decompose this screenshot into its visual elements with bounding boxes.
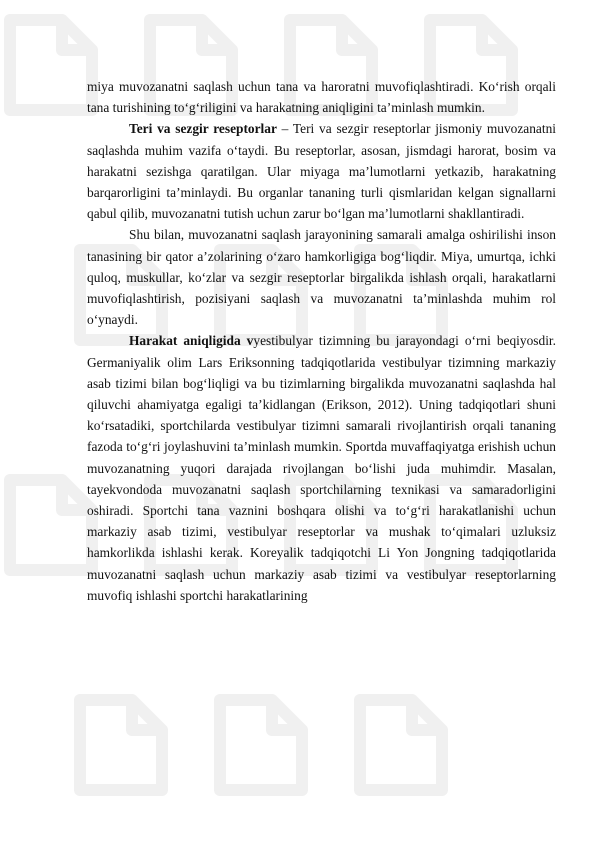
paragraph-1	[87, 76, 556, 118]
body-text	[87, 76, 556, 606]
paragraph-text: miya muvozanatni saqlash uchun tana va haroratni muvofiqlashtiradi. Ko‘rish orqali tana turishining to‘g‘riligini va harakatning aniqligini ta’minlash mumkin.	[87, 79, 556, 116]
paragraph-text: yestibulyar tizimning bu jarayondagi o‘rni beqiyosdir. Germaniyalik olim Lars Eriksonning tadqiqotlarida vestibulyar tizimning markaziy asab tizimi bilan bog‘liqligi va bu tizimlarning birgalikda muvozanatni saqlashda hal qiluvchi ahamiyatga egaligi ta’kidlangan (Erikson, 2012). Uning tadqiqotlari shuni ko‘rsatadiki, sportchilarda vestibulyar tizimni samarali rivojlantirish orqali tananing fazoda to‘g‘ri joylashuvini ta’minlash mumkin. Sportda muvaffaqiyatga erishish uchun muvozanatning yuqori darajada rivojlangan bo‘lishi juda muhimdir. Masalan, tayekvondoda muvozanatni saqlash sportchilarning texnikasi va samaradorligini oshiradi. Sportchi tana vaznini boshqara olishi va to‘g‘ri harakatlanishi uchun markaziy asab tizimi, vestibulyar reseptorlar va mushak to‘qimalari uzluksiz hamkorlikda ishlashi kerak. Koreyalik tadqiqotchi Li Yon Jongning tadqiqotlarida muvozanatni saqlash uchun markaziy asab tizimi va vestibulyar reseptorlarning muvofiq ishlashi sportchi harakatlarining	[87, 333, 556, 603]
paragraph-text: – Teri va sezgir reseptorlar jismoniy muvozanatni saqlashda muhim vazifa o‘taydi. Bu reseptorlar, asosan, jismdagi harorat, bosim va harakatni sezishga qaratilgan. Ular miyaga ma’lumotlarni yetkazib, harakatning barqarorligini ta’minlaydi. Bu organlar tananing turli qismlaridan kelgan signallarni qabul qilib, muvozanatni tutish uchun zarur bo‘lgan ma’lumotlarni shakllantiradi.	[87, 121, 556, 222]
paragraph-text: Shu bilan, muvozanatni saqlash jarayonining samarali amalga oshirilishi inson tanasining bir qator a’zolarining o‘zaro hamkorligiga bog‘liqdir. Miya, umurtqa, ichki quloq, muskullar, ko‘zlar va sezgir reseptorlar birgalikda ishlash orqali, harakatlarni muvofiqlashtirish, pozisiyani saqlash va muvozanatni ta’minlashda muhim rol o‘ynaydi.	[87, 227, 556, 328]
paragraph-heading: Harakat aniqligida v	[129, 333, 254, 349]
paragraph-3	[87, 224, 556, 330]
paragraph-4	[87, 330, 556, 606]
paragraph-heading: Teri va sezgir reseptorlar	[129, 121, 277, 137]
paragraph-2	[87, 118, 556, 224]
